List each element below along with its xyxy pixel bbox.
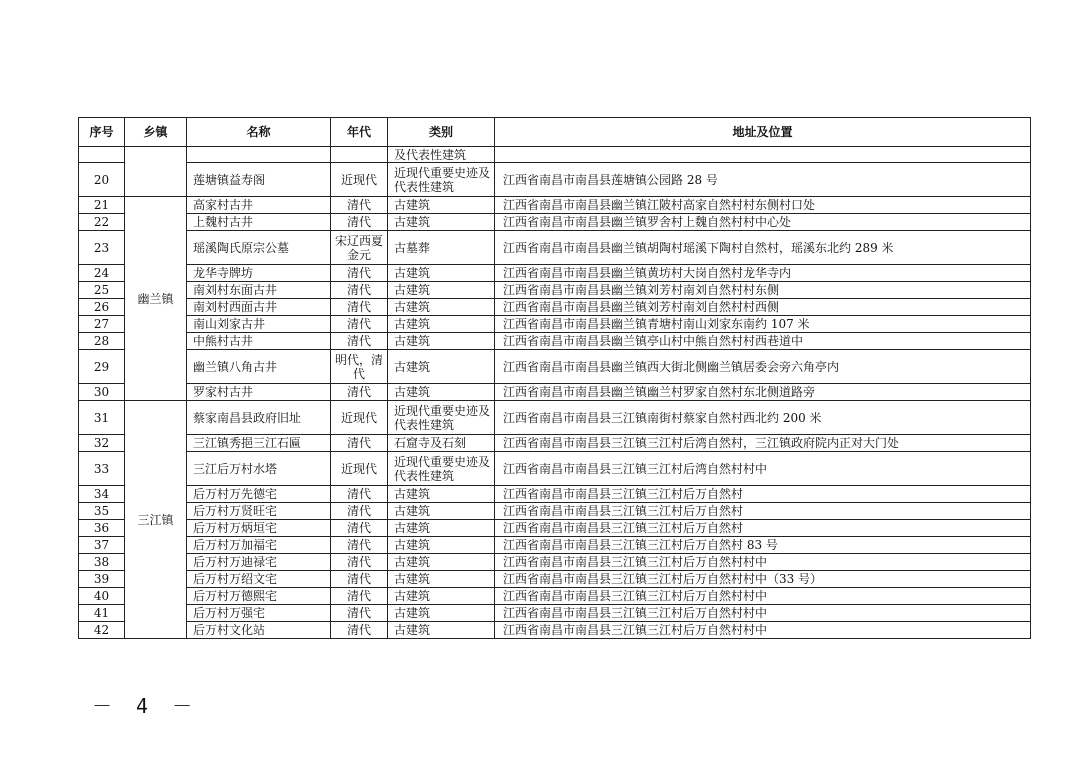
site-era: 清代 — [331, 214, 388, 231]
site-type: 近现代重要史迹及代表性建筑 — [388, 401, 495, 435]
table-row — [79, 197, 1031, 214]
site-type: 石窟寺及石刻 — [388, 435, 495, 452]
site-type: 古建筑 — [388, 520, 495, 537]
table-row — [79, 401, 1031, 435]
row-number: 32 — [79, 435, 125, 452]
site-type: 古建筑 — [388, 350, 495, 384]
table-row — [79, 350, 1031, 384]
site-address: 江西省南昌市南昌县幽兰镇胡陶村瑶溪下陶村自然村，瑶溪东北约 289 米 — [495, 231, 1031, 265]
site-name: 后万村万强宅 — [187, 605, 331, 622]
site-name: 中熊村古井 — [187, 333, 331, 350]
site-address: 江西省南昌市南昌县三江镇南街村蔡家自然村西北约 200 米 — [495, 401, 1031, 435]
site-type: 古建筑 — [388, 265, 495, 282]
site-name: 莲塘镇益寿阁 — [187, 163, 331, 197]
site-name: 南刘村西面古井 — [187, 299, 331, 316]
site-type: 古建筑 — [388, 571, 495, 588]
header-town: 乡镇 — [125, 118, 187, 147]
table-row — [79, 299, 1031, 316]
table-row — [79, 282, 1031, 299]
site-era: 清代 — [331, 571, 388, 588]
site-era: 清代 — [331, 316, 388, 333]
site-address: 江西省南昌市南昌县幽兰镇江陂村高家自然村村东侧村口处 — [495, 197, 1031, 214]
site-era: 清代 — [331, 486, 388, 503]
header-no: 序号 — [79, 118, 125, 147]
site-name: 后万村万迪禄宅 — [187, 554, 331, 571]
table-row — [79, 486, 1031, 503]
table-row — [79, 265, 1031, 282]
table-row — [79, 537, 1031, 554]
row-number: 29 — [79, 350, 125, 384]
site-address: 江西省南昌市南昌县幽兰镇幽兰村罗家自然村东北侧道路旁 — [495, 384, 1031, 401]
table-row — [79, 435, 1031, 452]
site-name: 南刘村东面古井 — [187, 282, 331, 299]
site-name: 高家村古井 — [187, 197, 331, 214]
table-row — [79, 231, 1031, 265]
row-number: 31 — [79, 401, 125, 435]
site-type: 古建筑 — [388, 214, 495, 231]
site-era: 近现代 — [331, 401, 388, 435]
site-address: 江西省南昌市南昌县三江镇三江村后万自然村村中 — [495, 622, 1031, 639]
row-number: 20 — [79, 163, 125, 197]
site-address: 江西省南昌市南昌县三江镇三江村后万自然村村中 — [495, 605, 1031, 622]
site-type: 古建筑 — [388, 299, 495, 316]
site-era: 近现代 — [331, 452, 388, 486]
site-name: 后万村万德熙宅 — [187, 588, 331, 605]
table-row — [79, 605, 1031, 622]
header-name: 名称 — [187, 118, 331, 147]
site-type: 古墓葬 — [388, 231, 495, 265]
site-address: 江西省南昌市南昌县三江镇三江村后万自然村 — [495, 503, 1031, 520]
site-address: 江西省南昌市南昌县幽兰镇罗舍村上魏自然村村中心处 — [495, 214, 1031, 231]
row-number: 35 — [79, 503, 125, 520]
site-address: 江西省南昌市南昌县三江镇三江村后湾自然村村中 — [495, 452, 1031, 486]
site-era: 近现代 — [331, 163, 388, 197]
continuation-row — [79, 147, 1031, 163]
row-number: 38 — [79, 554, 125, 571]
site-name: 后万村万加福宅 — [187, 537, 331, 554]
row-number: 36 — [79, 520, 125, 537]
site-address: 江西省南昌市南昌县幽兰镇黄坊村大岗自然村龙华寺内 — [495, 265, 1031, 282]
site-name: 罗家村古井 — [187, 384, 331, 401]
site-era: 清代 — [331, 554, 388, 571]
row-number: 40 — [79, 588, 125, 605]
header-address: 地址及位置 — [495, 118, 1031, 147]
town-youlan: 幽兰镇 — [125, 197, 187, 401]
header-type: 类别 — [388, 118, 495, 147]
site-type: 近现代重要史迹及代表性建筑 — [388, 452, 495, 486]
site-era: 清代 — [331, 622, 388, 639]
table-row — [79, 333, 1031, 350]
site-name: 幽兰镇八角古井 — [187, 350, 331, 384]
site-address: 江西省南昌市南昌县三江镇三江村后万自然村 — [495, 520, 1031, 537]
site-address: 江西省南昌市南昌县幽兰镇青塘村南山刘家东南约 107 米 — [495, 316, 1031, 333]
site-name: 蔡家南昌县政府旧址 — [187, 401, 331, 435]
site-address: 江西省南昌市南昌县三江镇三江村后万自然村 83 号 — [495, 537, 1031, 554]
site-name: 瑶溪陶氏原宗公墓 — [187, 231, 331, 265]
row-number: 39 — [79, 571, 125, 588]
site-era: 宋辽西夏金元 — [331, 231, 388, 265]
site-type: 古建筑 — [388, 605, 495, 622]
site-address: 江西省南昌市南昌县幽兰镇刘芳村南刘自然村村西侧 — [495, 299, 1031, 316]
row-number: 42 — [79, 622, 125, 639]
site-name: 后万村万贤旺宅 — [187, 503, 331, 520]
site-name: 三江后万村水塔 — [187, 452, 331, 486]
site-era: 明代，清代 — [331, 350, 388, 384]
site-era: 清代 — [331, 299, 388, 316]
site-type: 古建筑 — [388, 197, 495, 214]
site-era: 清代 — [331, 520, 388, 537]
site-address: 江西省南昌市南昌县幽兰镇亭山村中熊自然村村西巷道中 — [495, 333, 1031, 350]
continuation-type: 及代表性建筑 — [388, 147, 495, 163]
site-type: 古建筑 — [388, 333, 495, 350]
site-address: 江西省南昌市南昌县三江镇三江村后万自然村 — [495, 486, 1031, 503]
row-number: 27 — [79, 316, 125, 333]
site-address: 江西省南昌市南昌县莲塘镇公园路 28 号 — [495, 163, 1031, 197]
site-address: 江西省南昌市南昌县三江镇三江村后万自然村村中 — [495, 554, 1031, 571]
row-number: 23 — [79, 231, 125, 265]
site-address: 江西省南昌市南昌县幽兰镇西大街北侧幽兰镇居委会旁六角亭内 — [495, 350, 1031, 384]
site-name: 后万村万先德宅 — [187, 486, 331, 503]
site-name: 龙华寺牌坊 — [187, 265, 331, 282]
site-era: 清代 — [331, 384, 388, 401]
site-era: 清代 — [331, 265, 388, 282]
site-era: 清代 — [331, 435, 388, 452]
row-number: 34 — [79, 486, 125, 503]
site-type: 古建筑 — [388, 554, 495, 571]
site-era: 清代 — [331, 588, 388, 605]
table-row — [79, 384, 1031, 401]
site-era: 清代 — [331, 197, 388, 214]
table-row — [79, 163, 1031, 197]
site-name: 后万村万绍文宅 — [187, 571, 331, 588]
table-row — [79, 571, 1031, 588]
town-sanjiang: 三江镇 — [125, 401, 187, 639]
site-type: 古建筑 — [388, 316, 495, 333]
site-name: 南山刘家古井 — [187, 316, 331, 333]
site-type: 古建筑 — [388, 588, 495, 605]
site-name: 后万村万炳垣宅 — [187, 520, 331, 537]
site-type: 古建筑 — [388, 622, 495, 639]
table-row — [79, 503, 1031, 520]
table-row — [79, 520, 1031, 537]
site-era: 清代 — [331, 605, 388, 622]
site-address: 江西省南昌市南昌县三江镇三江村后万自然村村中（33 号） — [495, 571, 1031, 588]
site-name: 上魏村古井 — [187, 214, 331, 231]
row-number: 37 — [79, 537, 125, 554]
header-era: 年代 — [331, 118, 388, 147]
row-number: 26 — [79, 299, 125, 316]
site-era: 清代 — [331, 333, 388, 350]
table-row — [79, 452, 1031, 486]
row-number: 28 — [79, 333, 125, 350]
table-row — [79, 214, 1031, 231]
row-number: 33 — [79, 452, 125, 486]
table-row — [79, 622, 1031, 639]
site-type: 近现代重要史迹及代表性建筑 — [388, 163, 495, 197]
site-type: 古建筑 — [388, 486, 495, 503]
row-number: 41 — [79, 605, 125, 622]
site-address: 江西省南昌市南昌县三江镇三江村后湾自然村，三江镇政府院内正对大门处 — [495, 435, 1031, 452]
site-era: 清代 — [331, 537, 388, 554]
row-number: 24 — [79, 265, 125, 282]
site-type: 古建筑 — [388, 384, 495, 401]
heritage-table — [78, 117, 1031, 639]
site-era: 清代 — [331, 282, 388, 299]
page-number: － 4 － — [92, 694, 199, 718]
site-address: 江西省南昌市南昌县三江镇三江村后万自然村村中 — [495, 588, 1031, 605]
row-number: 22 — [79, 214, 125, 231]
site-type: 古建筑 — [388, 282, 495, 299]
row-number: 25 — [79, 282, 125, 299]
table-row — [79, 316, 1031, 333]
row-number: 21 — [79, 197, 125, 214]
site-type: 古建筑 — [388, 537, 495, 554]
table-body — [79, 147, 1031, 639]
table-row — [79, 588, 1031, 605]
site-type: 古建筑 — [388, 503, 495, 520]
site-name: 三江镇秀挹三江石匾 — [187, 435, 331, 452]
row-number: 30 — [79, 384, 125, 401]
table-row — [79, 554, 1031, 571]
site-address: 江西省南昌市南昌县幽兰镇刘芳村南刘自然村村东侧 — [495, 282, 1031, 299]
site-name: 后万村文化站 — [187, 622, 331, 639]
site-era: 清代 — [331, 503, 388, 520]
town-cell-blank — [125, 147, 187, 197]
table-header-row — [79, 118, 1031, 147]
